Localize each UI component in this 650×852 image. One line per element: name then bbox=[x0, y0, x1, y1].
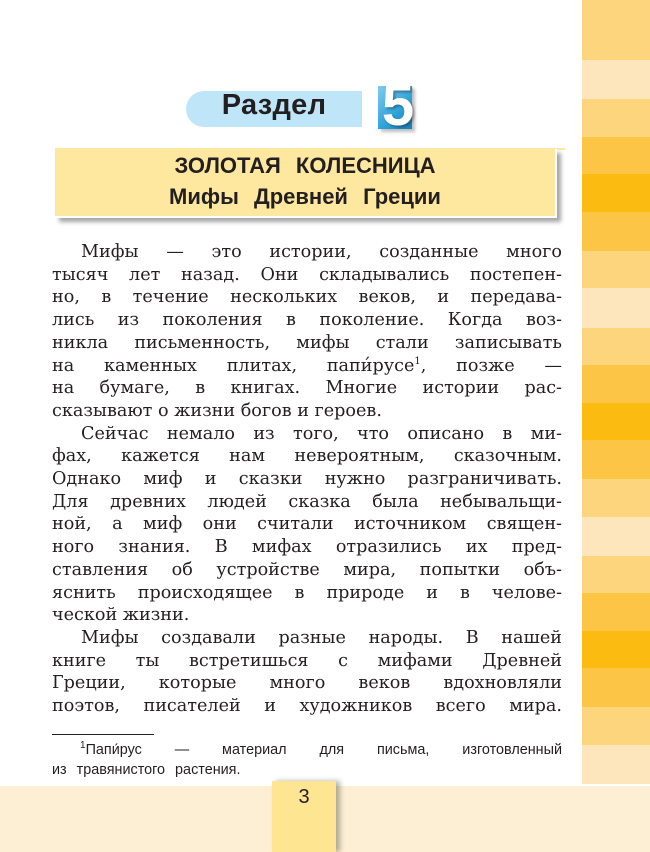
text-line: лись из поколения в поколение. Когда воз- bbox=[52, 310, 562, 331]
paragraph-3 bbox=[52, 627, 562, 718]
text-line: никла письменность, мифы стали записывать bbox=[52, 332, 562, 353]
text-line: Сейчас немало из того, что описано в ми- bbox=[81, 423, 562, 444]
stripe bbox=[582, 99, 650, 136]
section-number: 5 bbox=[381, 73, 415, 138]
page-number: 3 bbox=[298, 786, 310, 808]
footnote-marker: 1 bbox=[80, 740, 86, 752]
stripe bbox=[582, 479, 650, 516]
text-line: на бумаге, в книгах. Многие истории рас- bbox=[52, 378, 562, 399]
stripe bbox=[582, 328, 650, 365]
stripe bbox=[582, 668, 650, 707]
footnote-line: из травянистого растения. bbox=[52, 762, 241, 778]
text-fragment: , позже — bbox=[420, 355, 562, 376]
paragraph-1 bbox=[52, 241, 562, 423]
stripe bbox=[582, 212, 650, 251]
stripe bbox=[582, 365, 650, 402]
stripe bbox=[582, 593, 650, 630]
text-line: сказывают о жизни богов и героев. bbox=[52, 400, 382, 421]
stripe bbox=[582, 174, 650, 211]
text-line: Мифы — это истории, созданные много bbox=[81, 242, 562, 262]
text-line: яснить происходящее в природе и в челове- bbox=[52, 582, 562, 603]
text-fragment: на каменных плитах, папи́русе bbox=[52, 355, 415, 376]
stripe bbox=[582, 517, 650, 556]
stripe bbox=[582, 251, 650, 288]
decorative-stripes bbox=[582, 0, 650, 784]
stripe bbox=[582, 288, 650, 327]
stripe bbox=[582, 707, 650, 744]
section-label: Раздел bbox=[221, 89, 327, 121]
section-subtitle: Мифы Древней Греции bbox=[169, 184, 441, 209]
stripe bbox=[582, 631, 650, 668]
text-line: ставления об устройстве мира, попытки объ- bbox=[52, 559, 562, 580]
footnote-rule bbox=[52, 734, 154, 735]
stripe bbox=[582, 745, 650, 784]
section-title: ЗОЛОТАЯ КОЛЕСНИЦА bbox=[174, 153, 436, 178]
text-line: Греции, которые много веков вдохновляли bbox=[52, 673, 562, 694]
footnote-ref[interactable]: 1 bbox=[414, 355, 421, 367]
text-line: поэтов, писателей и художников всего мира. bbox=[52, 696, 562, 717]
stripe bbox=[582, 60, 650, 99]
text-line: тысяч лет назад. Они складывались постепен- bbox=[52, 264, 562, 285]
body-text bbox=[52, 241, 562, 718]
stripe bbox=[582, 556, 650, 593]
footnote-line bbox=[52, 740, 562, 760]
text-line: ческой жизни. bbox=[52, 605, 190, 626]
text-line: Для древних людей сказка была небывальщи- bbox=[52, 491, 562, 512]
stripe bbox=[582, 137, 650, 174]
text-line: Мифы создавали разные народы. В нашей bbox=[81, 627, 562, 648]
text-line: ной, а миф они считали источником священ- bbox=[52, 514, 562, 535]
paragraph-2 bbox=[52, 423, 562, 627]
stripe bbox=[582, 440, 650, 479]
stripe bbox=[582, 0, 650, 60]
stripe bbox=[582, 403, 650, 440]
text-line: Однако миф и сказки нужно разграничивать. bbox=[52, 469, 562, 490]
text-line: книге ты встретишься с мифами Древней bbox=[52, 650, 562, 671]
footnote bbox=[52, 740, 562, 780]
text-line: ного знания. В мифах отразились их пред- bbox=[52, 537, 562, 558]
text-line: но, в течение нескольких веков, и передава- bbox=[52, 287, 562, 308]
text-line: фах, кажется нам невероятным, сказочным. bbox=[52, 446, 562, 467]
text-line bbox=[52, 355, 562, 378]
footnote-text: Папи́рус — материал для письма, изготовленный bbox=[85, 742, 562, 758]
